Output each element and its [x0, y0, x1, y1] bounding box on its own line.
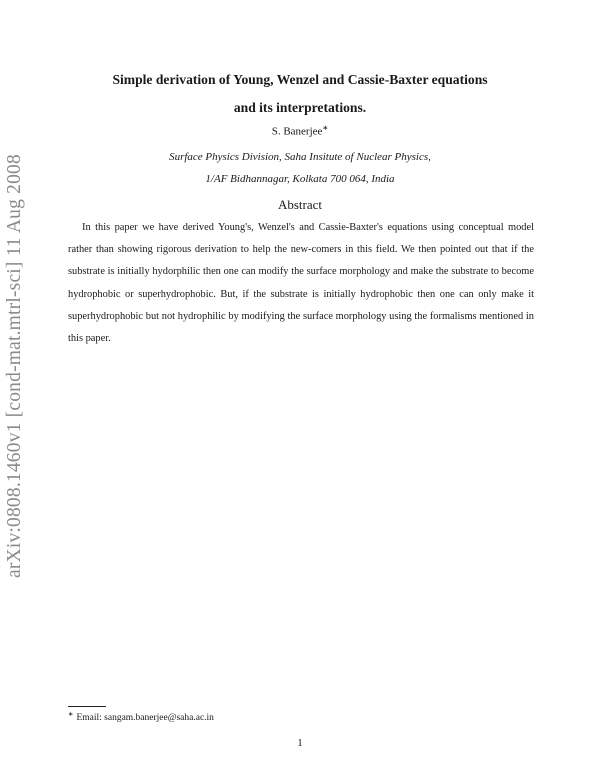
- arxiv-identifier-stamp: arXiv:0808.1460v1 [cond-mat.mtrl-sci] 11 Aug 2008: [4, 154, 25, 578]
- author-name: S. Banerjee: [271, 125, 323, 138]
- page-number: 1: [297, 737, 303, 749]
- paper-title: [60, 66, 540, 122]
- author-line: [0, 124, 600, 138]
- affiliation-line-2: 1/AF Bidhannagar, Kolkata 700 064, India: [205, 173, 395, 185]
- abstract-heading: Abstract: [277, 197, 323, 212]
- footnote-divider: [68, 706, 106, 707]
- affiliation-line-1: Surface Physics Division, Saha Insitute of Nuclear Physics,: [169, 151, 431, 163]
- abstract-body: In this paper we have derived Young's, Wenzel's and Cassie-Baxter's equations using conceptual model rather than showing rigorous derivation to help the new-comers in this field. We then pointed out that if the substrate is initially hydorphilic then one can modify the surface morphology and make the substrate to become hydrophobic or superhydrophobic. But, if the substrate is initially hydrophobic then one can only make it superhydrophobic but not hydrophilic by modifying the surface morphology using the formalisms mentioned in this paper.: [68, 222, 534, 345]
- paper-title-line-1: Simple derivation of Young, Wenzel and Cassie-Baxter equations: [112, 72, 488, 87]
- paper-title-line-2: and its interpretations.: [233, 100, 367, 115]
- footnote-email: Email: sangam.banerjee@saha.ac.in: [76, 713, 214, 724]
- author-footnote-mark: ∗: [322, 124, 329, 132]
- footnote: [68, 710, 214, 723]
- footnote-mark: ∗: [68, 711, 74, 718]
